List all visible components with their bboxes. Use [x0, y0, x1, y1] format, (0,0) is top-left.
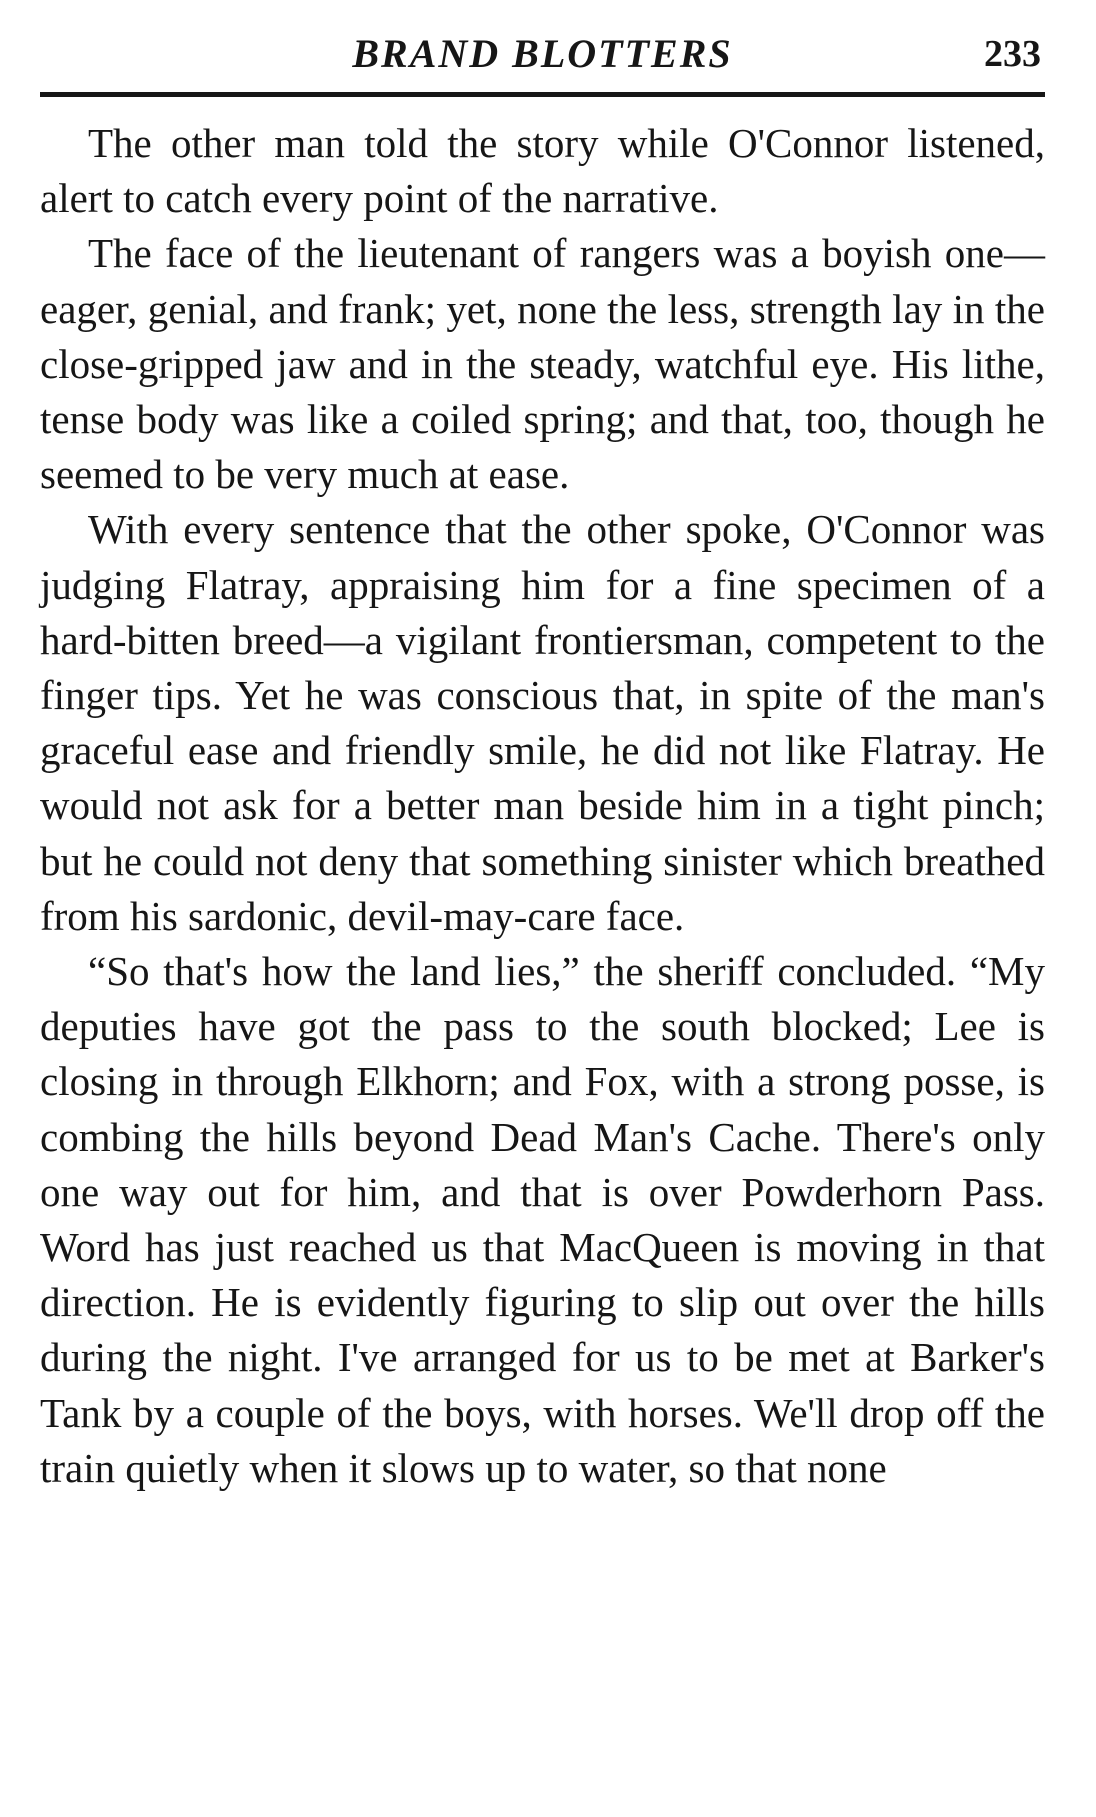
paragraph: The face of the lieutenant of rangers was a boyish one—eager, genial, and frank; yet, none the less, strength lay in the close-gripped jaw and in the steady, watchful eye. His lithe, tense body was like a coiled spring; and that, too, though he seemed to be very much at ease.: [40, 230, 1045, 498]
running-title: BRAND BLOTTERS: [352, 31, 733, 76]
body-text: [40, 116, 1045, 1496]
paragraph: The other man told the story while O'Connor listened, alert to catch every point of the narrative.: [40, 120, 1045, 222]
page-header: [40, 22, 1045, 74]
header-rule: [40, 92, 1045, 97]
page-number: 233: [984, 33, 1041, 75]
paragraph: “So that's how the land lies,” the sheriff concluded. “My deputies have got the pass to the south blocked; Lee is closing in through Elkhorn; and Fox, with a strong posse, is combing the hills beyond Dead Man's Cache. There's only one way out for him, and that is over Powderhorn Pass. Word has just reached us that MacQueen is moving in that direction. He is evidently figuring to slip out over the hills during the night. I've arranged for us to be met at Barker's Tank by a couple of the boys, with horses. We'll drop off the train quietly when it slows up to water, so that none: [40, 948, 1045, 1491]
paragraph: With every sentence that the other spoke, O'Connor was judging Flatray, appraising him for a fine specimen of a hard-bitten breed—a vigilant frontiersman, competent to the finger tips. Yet he was conscious that, in spite of the man's graceful ease and friendly smile, he did not like Flatray. He would not ask for a better man beside him in a tight pinch; but he could not deny that something sinister which breathed from his sardonic, devil-may-care face.: [40, 506, 1045, 939]
book-page: [40, 0, 1045, 1817]
